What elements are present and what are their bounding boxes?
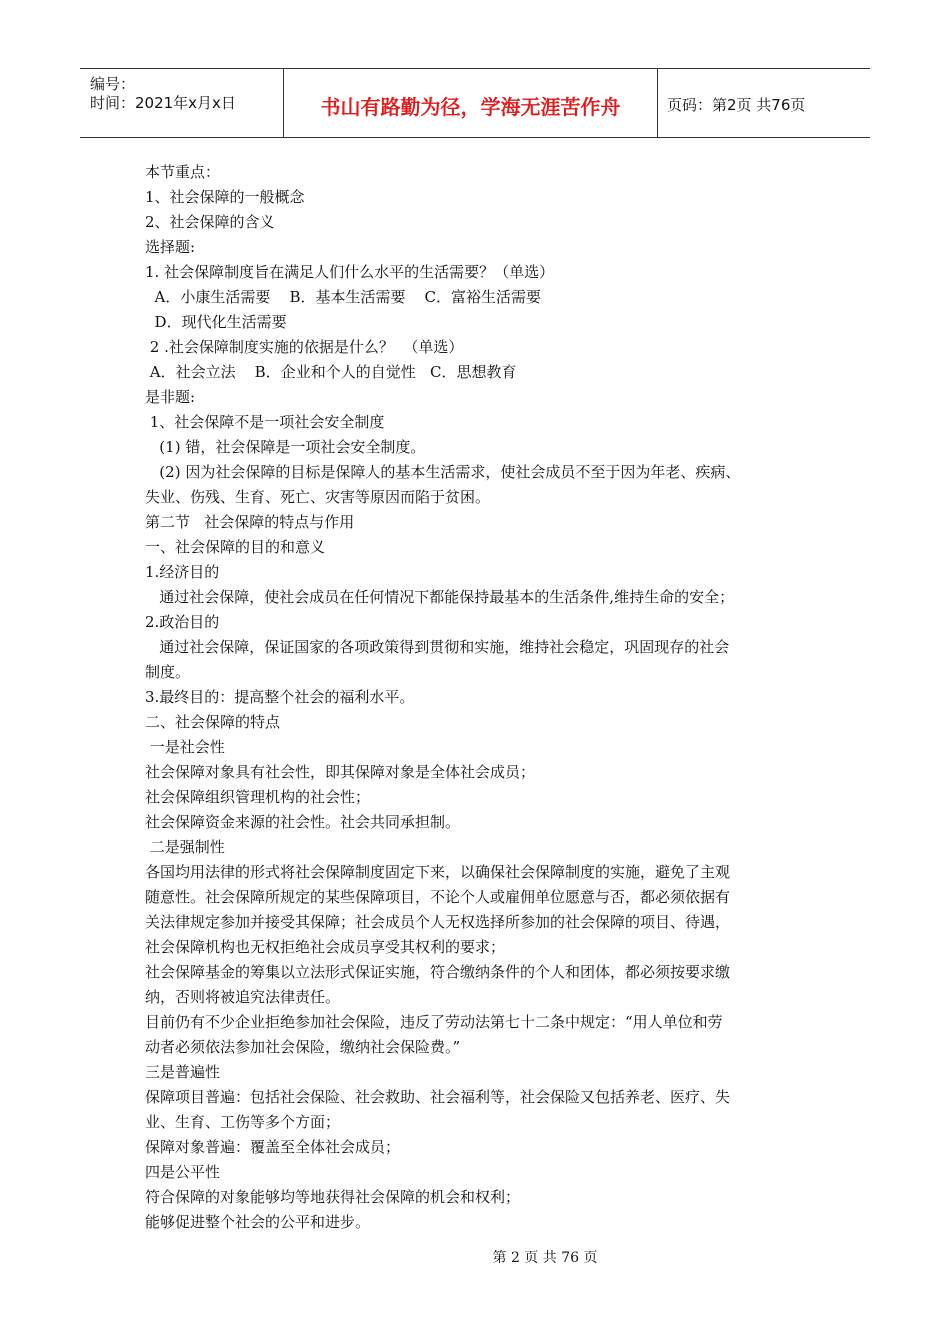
- text-line: 社会保障组织管理机构的社会性；: [145, 788, 371, 806]
- text-line: 随意性。社会保障所规定的某些保障项目，不论个人或雇佣单位愿意与否，都必须依据有: [145, 888, 731, 906]
- text-line: 2.政治目的: [145, 613, 220, 631]
- text-line: 失业、伤残、生育、死亡、灾害等原因而陷于贫困。: [145, 488, 491, 506]
- text-line: 社会保障对象具有社会性，即其保障对象是全体社会成员；: [145, 763, 536, 781]
- text-line: 四是公平性: [145, 1163, 221, 1181]
- header-left-cell: [80, 69, 283, 137]
- header-right-cell: [657, 69, 870, 137]
- text-line: 动者必须依法参加社会保险，缴纳社会保险费。”: [145, 1038, 461, 1056]
- header-table: [80, 68, 870, 138]
- text-line: 能够促进整个社会的公平和进步。: [145, 1213, 371, 1231]
- text-line: 社会保障基金的筹集以立法形式保证实施，符合缴纳条件的个人和团体，都必须按要求缴: [145, 963, 731, 981]
- text-line: 保障项目普遍：包括社会保险、社会救助、社会福利等，社会保险又包括养老、医疗、失: [145, 1088, 731, 1106]
- footer-page-number: 第 2 页 共 76 页: [492, 1250, 598, 1266]
- text-line: 二是强制性: [145, 838, 225, 856]
- text-line: D．现代化生活需要: [145, 313, 287, 331]
- text-line: 本节重点：: [145, 163, 221, 181]
- text-line: 二、社会保障的特点: [145, 713, 281, 731]
- text-line: 符合保障的对象能够均等地获得社会保障的机会和权利；: [145, 1188, 521, 1206]
- text-line: (1) 错，社会保障是一项社会安全制度。: [145, 438, 426, 456]
- text-line: 目前仍有不少企业拒绝参加社会保险，违反了劳动法第七十二条中规定：“用人单位和劳: [145, 1013, 723, 1031]
- text-line: 三是普遍性: [145, 1063, 221, 1081]
- text-line: 一是社会性: [145, 738, 225, 756]
- text-line: A．社会立法 B．企业和个人的自觉性 C．思想教育: [145, 363, 517, 381]
- document-number-label: 编号：: [90, 75, 136, 93]
- text-line: 各国均用法律的形式将社会保障制度固定下来，以确保社会保障制度的实施，避免了主观: [145, 863, 731, 881]
- text-line: 制度。: [145, 663, 191, 681]
- document-time-label: 时间：2021年x月x日: [90, 94, 236, 112]
- text-line: 通过社会保障，使社会成员在任何情况下都能保持最基本的生活条件,维持生命的安全；: [145, 588, 735, 606]
- document-body: [145, 160, 810, 1235]
- text-line: 关法律规定参加并接受其保障；社会成员个人无权选择所参加的社会保障的项目、待遇，: [145, 913, 731, 931]
- text-line: 通过社会保障，保证国家的各项政策得到贯彻和实施，维持社会稳定，巩固现存的社会: [145, 638, 730, 656]
- page-footer: [0, 1247, 950, 1267]
- text-line: 社会保障资金来源的社会性。社会共同承担制。: [145, 813, 461, 831]
- text-line: A．小康生活需要 B．基本生活需要 C．富裕生活需要: [145, 288, 542, 306]
- text-line: 是非题:: [145, 388, 196, 406]
- text-line: (2) 因为社会保障的目标是保障人的基本生活需求，使社会成员不至于因为年老、疾病、: [145, 463, 741, 481]
- page-info: 页码：第2页 共76页: [667, 96, 806, 114]
- text-line: 选择题:: [145, 238, 196, 256]
- text-line: 1.经济目的: [145, 563, 220, 581]
- text-line: 一、社会保障的目的和意义: [145, 538, 326, 556]
- text-line: 社会保障机构也无权拒绝社会成员享受其权利的要求；: [145, 938, 506, 956]
- text-line: 1、社会保障不是一项社会安全制度: [145, 413, 385, 431]
- text-line: 2 .社会保障制度实施的依据是什么？ （单选）: [145, 338, 464, 356]
- motto-text: 书山有路勤为径，学海无涯苦作舟: [320, 95, 621, 119]
- text-line: 保障对象普遍：覆盖至全体社会成员；: [145, 1138, 401, 1156]
- text-line: 第二节 社会保障的特点与作用: [145, 513, 355, 531]
- text-line: 3.最终目的：提高整个社会的福利水平。: [145, 688, 415, 706]
- text-line: 1. 社会保障制度旨在满足人们什么水平的生活需要？（单选）: [145, 263, 555, 281]
- text-line: 2、社会保障的含义: [145, 213, 275, 231]
- text-line: 纳，否则将被追究法律责任。: [145, 988, 341, 1006]
- text-line: 业、生育、工伤等多个方面；: [145, 1113, 341, 1131]
- header-middle-cell: [283, 69, 658, 137]
- text-line: 1、社会保障的一般概念: [145, 188, 305, 206]
